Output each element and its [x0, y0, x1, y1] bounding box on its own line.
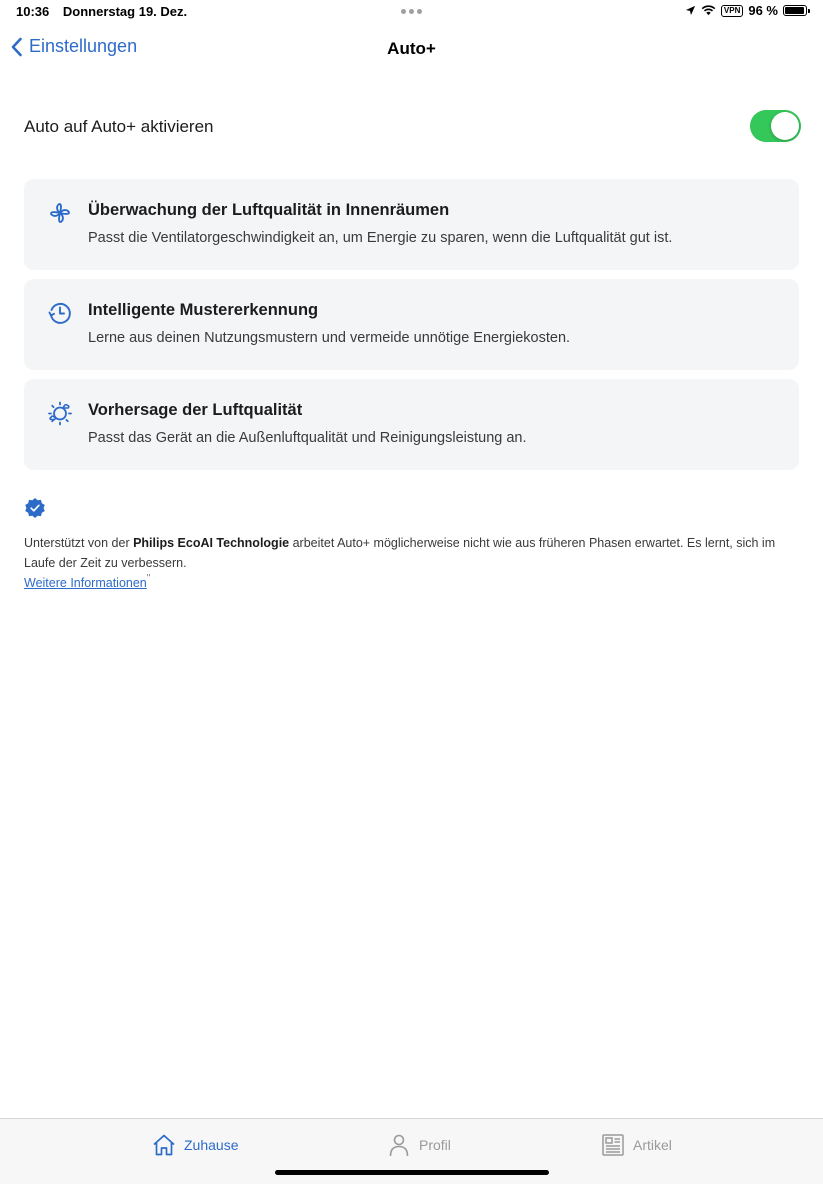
status-bar	[0, 0, 823, 24]
external-link-mark: "	[146, 573, 151, 584]
weather-forecast-icon	[47, 400, 73, 426]
feature-card-pattern-recognition	[24, 279, 799, 370]
tab-label: Profil	[419, 1137, 451, 1153]
feature-description: Passt das Gerät an die Außenluftqualität und Reinigungsleistung an.	[88, 430, 527, 446]
auto-plus-toggle-row	[24, 110, 801, 142]
tab-label: Zuhause	[184, 1137, 239, 1153]
vpn-badge: VPN	[721, 5, 743, 17]
more-info-link[interactable]: Weitere Informationen	[24, 576, 147, 590]
navigation-bar	[0, 30, 823, 70]
tab-label: Artikel	[633, 1137, 672, 1153]
home-icon	[152, 1133, 176, 1157]
history-clock-icon	[47, 300, 73, 326]
toggle-label: Auto auf Auto+ aktivieren	[24, 117, 214, 136]
status-date: Donnerstag 19. Dez.	[62, 4, 188, 19]
status-time: 10:36	[16, 4, 50, 19]
fan-icon	[47, 200, 73, 226]
battery-percent: 96 %	[748, 3, 778, 18]
article-icon	[601, 1133, 625, 1157]
battery-icon	[783, 5, 807, 16]
tab-zuhause[interactable]	[152, 1133, 238, 1157]
auto-plus-toggle[interactable]	[750, 110, 801, 142]
ecoai-brand: Philips EcoAI Technologie	[133, 536, 290, 550]
back-button-label: Einstellungen	[29, 36, 138, 56]
status-indicators	[685, 3, 807, 18]
tab-profil[interactable]	[387, 1133, 451, 1157]
feature-description: Passt die Ventilatorgeschwindigkeit an, um Energie zu sparen, wenn die Luftqualität gut ist.	[88, 230, 673, 246]
feature-title: Überwachung der Luftqualität in Innenräumen	[88, 201, 450, 219]
feature-card-indoor-air-quality	[24, 179, 799, 270]
multitasking-dots[interactable]	[401, 9, 422, 14]
feature-card-air-quality-forecast	[24, 379, 799, 470]
feature-title: Vorhersage der Luftqualität	[88, 401, 303, 419]
page-title: Auto+	[387, 39, 436, 58]
ecoai-description: Unterstützt von der Philips EcoAI Technologie arbeitet Auto+ möglicherweise nicht wie aus früheren Phasen erwartet. Es lernt, sich im Laufe der Zeit zu verbessern.	[24, 536, 776, 570]
ecoai-info-section	[24, 497, 799, 593]
tab-artikel[interactable]	[601, 1133, 672, 1157]
person-icon	[387, 1133, 411, 1157]
feature-list	[24, 179, 799, 479]
location-arrow-icon	[685, 5, 696, 16]
verified-badge-icon	[24, 497, 46, 519]
home-indicator[interactable]	[275, 1170, 549, 1175]
feature-description: Lerne aus deinen Nutzungsmustern und vermeide unnötige Energiekosten.	[88, 330, 571, 346]
status-time-date	[16, 4, 187, 19]
feature-title: Intelligente Mustererkennung	[88, 301, 319, 319]
wifi-icon	[701, 5, 716, 16]
